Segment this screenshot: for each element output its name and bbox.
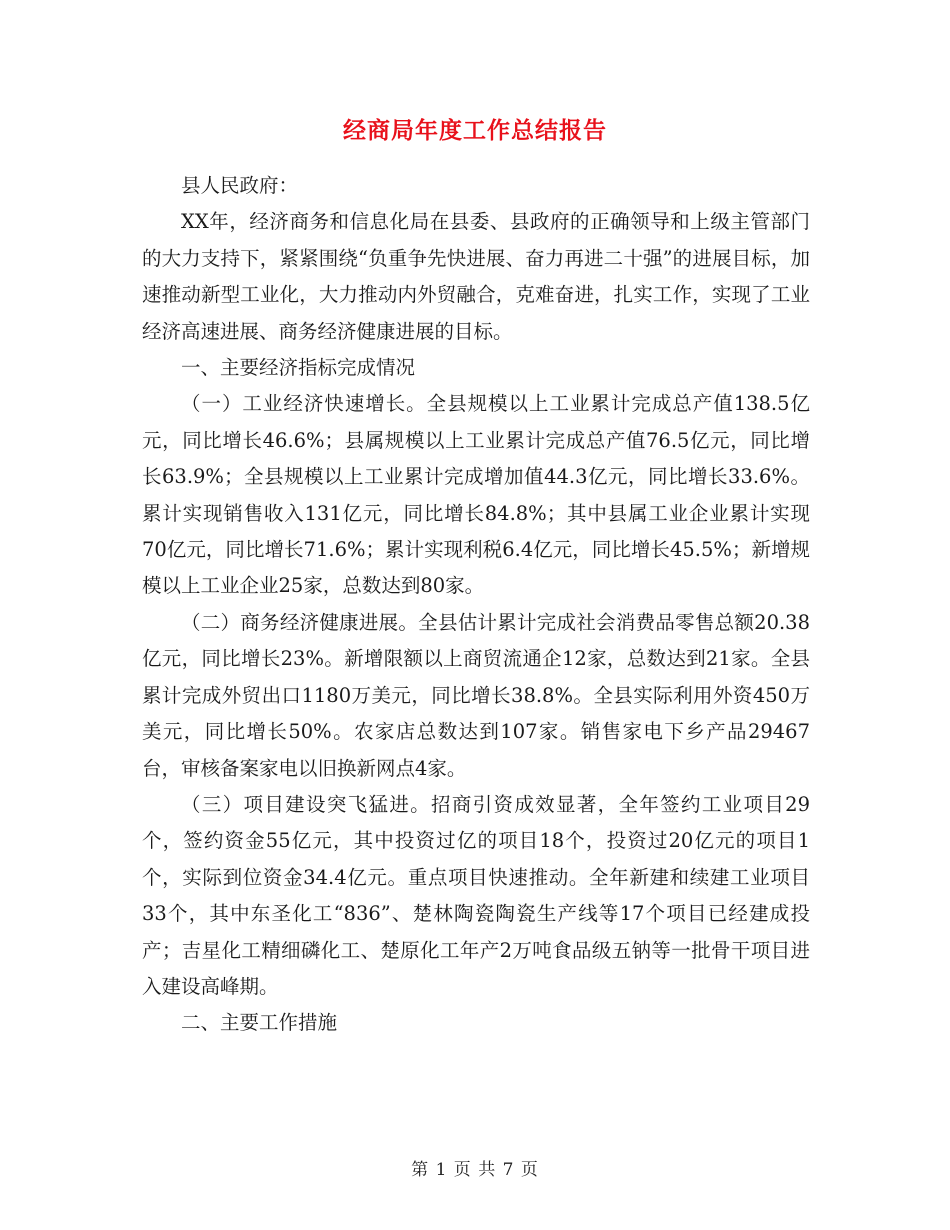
document-title: 经商局年度工作总结报告: [343, 117, 607, 144]
section-heading-1: 一、主要经济指标完成情况: [181, 356, 416, 380]
paragraph-industry: （一）工业经济快速增长。全县规模以上工业累计完成总产值138.5亿元，同比增长46.6%；县属规模以上工业累计完成总产值76.5亿元，同比增长63.9%；全县规模以上工业累计完成增加值44.3亿元，同比增长33.6%。累计实现销售收入131亿元，同比增长84.8%；其中县属工业企业累计实现70亿元，同比增长71.6%；累计实现利税6.4亿元，同比增长45.5%；新增规模以上工业企业25家，总数达到80家。: [142, 392, 810, 598]
paragraph-intro: XX年，经济商务和信息化局在县委、县政府的正确领导和上级主管部门的大力支持下，紧紧围绕“负重争先快进展、奋力再进二十强”的进展目标，加速推动新型工业化，大力推动内外贸融合，克难奋进，扎实工作，实现了工业经济高速进展、商务经济健康进展的目标。: [142, 210, 810, 343]
page-number-footer: 第 1 页 共 7 页: [411, 1160, 539, 1180]
document-body: [142, 168, 810, 1042]
paragraph-commerce: （二）商务经济健康进展。全县估计累计完成社会消费品零售总额20.38亿元，同比增长23%。新增限额以上商贸流通企12家，总数达到21家。全县累计完成外贸出口1180万美元，同比增长38.8%。全县实际利用外资450万美元，同比增长50%。农家店总数达到107家。销售家电下乡产品29467台，审核备案家电以旧换新网点4家。: [142, 610, 810, 780]
section-heading-2: 二、主要工作措施: [181, 1011, 338, 1035]
paragraph-projects: （三）项目建设突飞猛进。招商引资成效显著，全年签约工业项目29个，签约资金55亿元，其中投资过亿的项目18个，投资过20亿元的项目1个，实际到位资金34.4亿元。重点项目快速推动。全年新建和续建工业项目33个，其中东圣化工“836”、楚林陶瓷陶瓷生产线等17个项目已经建成投产；吉星化工精细磷化工、楚原化工年产2万吨食品级五钠等一批骨干项目进入建设高峰期。: [142, 792, 810, 998]
salutation: 县人民政府：: [181, 174, 299, 197]
